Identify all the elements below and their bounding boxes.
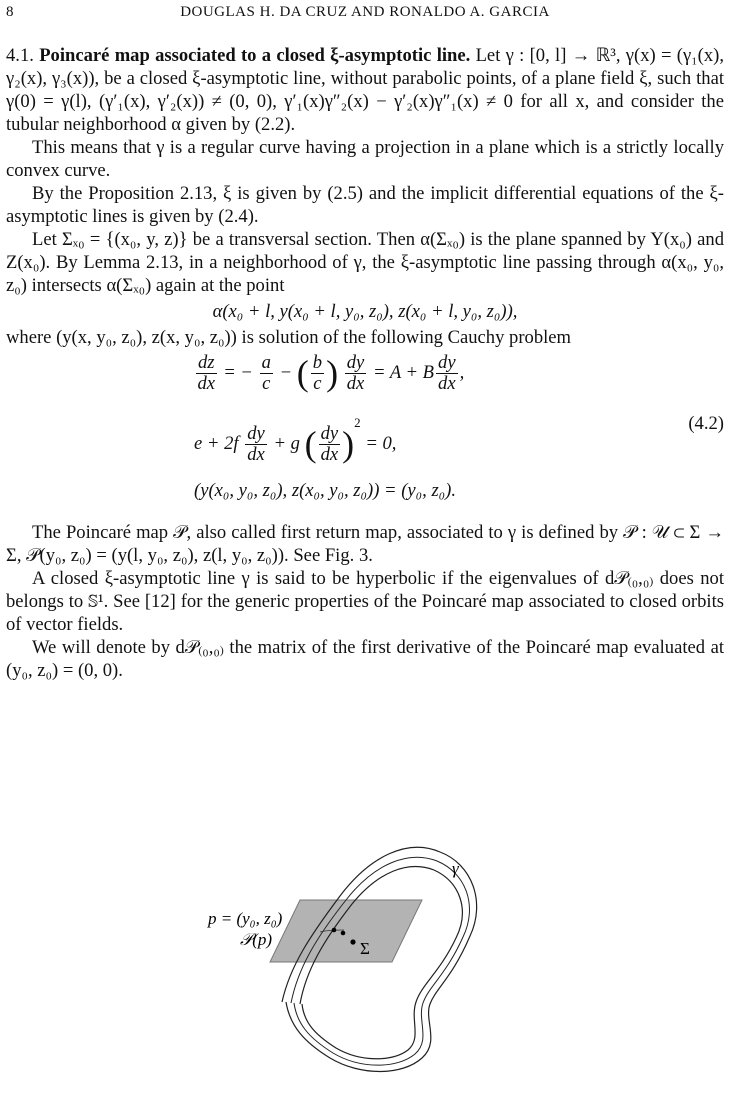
figure-svg [190, 826, 510, 1096]
system-line-1 [194, 353, 464, 394]
label-p: p = (y₀, z₀) [208, 909, 283, 928]
eq-sign: = − [223, 361, 253, 383]
paren-close: ) [326, 353, 339, 393]
page-header [6, 4, 724, 24]
paragraph-5: where (y(x, y₀, z₀), z(x, y₀, z₀)) is solution of the following Cauchy problem [6, 327, 572, 348]
line2-end: = 0, [365, 433, 397, 454]
point-Pp [341, 931, 346, 936]
frac-dy-dx-2: $\frac{dy}{dx}$ [438, 352, 456, 394]
tube-inner-curve [300, 867, 462, 1059]
frac-a-c: $\frac{a}{c}$ [261, 352, 271, 394]
display-equation-point: α(x₀ + l, y(x₀ + l, y₀, z₀), z(x₀ + l, y₀, z₀)), [212, 301, 518, 322]
line2-mid: + g [273, 433, 300, 454]
equation-system-4-2 [6, 353, 724, 515]
page-body [6, 44, 724, 682]
comma: , [459, 361, 465, 383]
equation-tag: (4.2) [688, 413, 724, 434]
paragraph-8: We will denote by d𝒫₍₀,₀₎ the matrix of the first derivative of the Poincaré map evaluated at (y₀, z₀) = (0, 0). [6, 637, 724, 681]
point-p [332, 928, 337, 933]
frac-dy-dx: $\frac{dy}{dx}$ [346, 352, 365, 394]
paragraph-2: This means that γ is a regular curve having a projection in a plane which is a strictly locally convex curve. [6, 137, 724, 181]
point-origin [350, 939, 355, 944]
system-line-3: (y(x₀, y₀, z₀), z(x₀, y₀, z₀)) = (y₀, z₀). [194, 480, 456, 501]
section-number: 4.1. [6, 45, 34, 66]
section-title: Poincaré map associated to a closed ξ-asymptotic line. [39, 45, 471, 66]
line2-head: e + 2f [194, 433, 239, 454]
frac-dy-dx-3: $\frac{dy}{dx}$ [247, 423, 265, 466]
running-head: DOUGLAS H. DA CRUZ AND RONALDO A. GARCIA [180, 4, 550, 20]
label-gamma: γ [452, 859, 459, 878]
paragraph-section-intro [6, 44, 724, 136]
figure-3-poincare-map [190, 826, 510, 1096]
rhs-a-plus-b: = A + B [372, 361, 435, 383]
minus-sign: − [279, 361, 293, 383]
label-Pp: 𝒫(p) [240, 930, 273, 949]
section-plane [270, 900, 422, 962]
frac-dz-dx: $\frac{dz}{dx}$ [197, 352, 216, 394]
frac-dy-dx-4: $\frac{dy}{dx}$ [320, 423, 339, 466]
frac-b-c: $\frac{b}{c}$ [312, 352, 323, 394]
paragraph-6: The Poincaré map 𝒫, also called first return map, associated to γ is defined by 𝒫 : 𝒰 ⊂ Σ → Σ, 𝒫(y₀, z₀) = (y(l, y₀, z₀), z(l, y₀, z₀)). See Fig. 3. [6, 522, 724, 566]
label-sigma: Σ [360, 939, 370, 958]
paren-open-2: ( [304, 424, 317, 465]
paragraph-4: Let Σₓ₀ = {(x₀, y, z)} be a transversal section. Then α(Σₓ₀) is the plane spanned by Y(x₀) and Z(x₀). By Lemma 2.13, in a neighborhood of γ, the ξ-asymptotic line passing through α(x₀, y₀, z₀) intersects α(Σₓ₀) again at the point [6, 229, 724, 296]
paren-close-2: ) [342, 424, 355, 465]
paren-open: ( [296, 353, 309, 393]
paragraph-7: A closed ξ-asymptotic line γ is said to be hyperbolic if the eigenvalues of d𝒫₍₀,₀₎ does not belongs to 𝕊¹. See [12] for the generic properties of the Poincaré map associated to closed orbits of vector fields. [6, 568, 724, 635]
paragraph-3: By the Proposition 2.13, ξ is given by (2.5) and the implicit differential equations of the ξ-asymptotic lines is given by (2.4). [6, 183, 724, 227]
exponent-2: 2 [354, 415, 361, 430]
paragraph-1: Let γ : [0, l] → ℝ³, γ(x) = (γ₁(x), γ₂(x), γ₃(x)), be a closed ξ-asymptotic line, without parabolic points, of a plane field ξ, such that γ(0) = γ(l), (γ′₁(x), γ′₂(x)) ≠ (0, 0), γ′₁(x)γ″₂(x) − γ′₂(x)γ″₁(x) ≠ 0 for all x, and consider the tubular neighborhood α given by (2.2). [6, 45, 724, 135]
page-number: 8 [6, 4, 14, 20]
system-line-2 [194, 411, 396, 465]
